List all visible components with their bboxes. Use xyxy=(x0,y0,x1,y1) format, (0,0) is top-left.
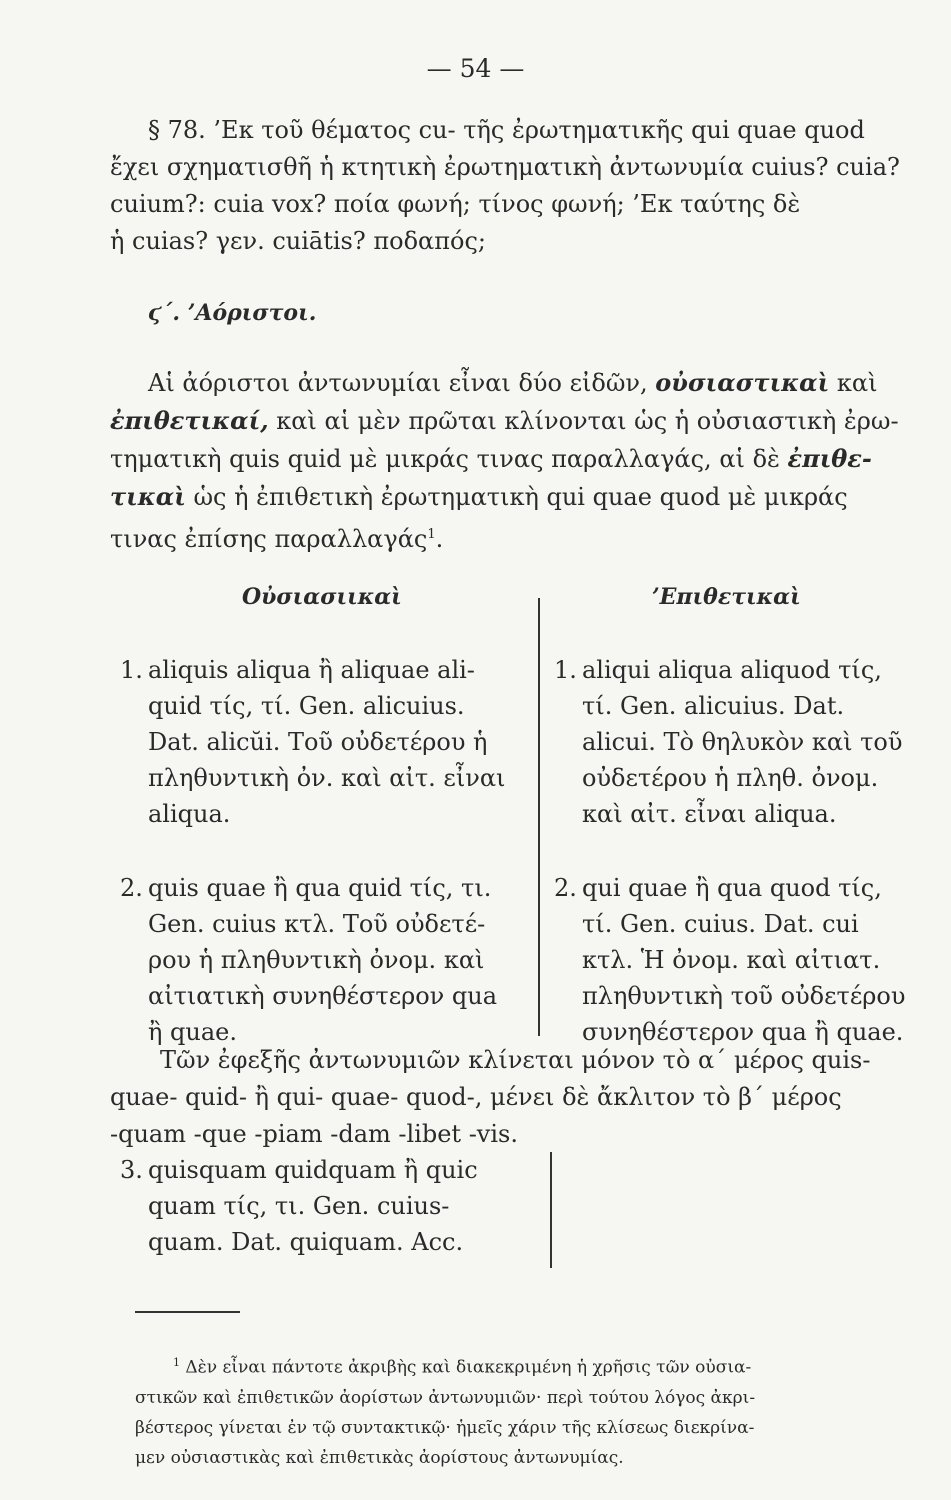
section-78-paragraph xyxy=(110,112,928,260)
list-item xyxy=(554,870,934,1050)
term-substantive: οὐσιαστικαὶ xyxy=(655,368,830,397)
page-number: — 54 — xyxy=(426,54,525,83)
footnote-text: Δὲν εἶναι πάντοτε ἀκριβὴς καὶ διακεκριμένη ἡ χρῆσις τῶν οὐσια- xyxy=(185,1357,752,1378)
item-line: ἢ quae. xyxy=(148,1018,237,1046)
item-3-block xyxy=(120,1152,540,1260)
item-line: quisquam quidquam ἢ quic xyxy=(148,1156,478,1184)
footnote-line: μεν οὐσιαστικὰς καὶ ἐπιθετικὰς ἀορίστους ἀντωνυμίας. xyxy=(135,1447,624,1468)
following-line: quae- quid- ἢ qui- quae- quod-, μένει δὲ ἄκλιτον τὸ β΄ μέρος xyxy=(110,1083,842,1111)
intro-paragraph xyxy=(110,364,928,558)
item-line: πληθυντικὴ τοῦ οὐδετέρου xyxy=(582,982,906,1010)
item-line: αἰτιατικὴ συνηθέστερον qua xyxy=(148,982,498,1010)
item-line: ρου ἡ πληθυντικὴ ὀνομ. καὶ xyxy=(148,946,485,974)
footnote-rule xyxy=(135,1311,240,1313)
item-line: κτλ. Ἡ ὀνομ. καὶ αἰτιατ. xyxy=(582,946,881,974)
footnote xyxy=(135,1348,935,1473)
item-line: aliqua. xyxy=(148,800,231,828)
item-line: συνηθέστερον qua ἢ quae. xyxy=(582,1018,904,1046)
term-adjectival: ἐπιθε- xyxy=(787,444,872,473)
footnote-line: βέστερος γίνεται ἐν τῷ συντακτικῷ· ἡμεῖς χάριν τῆς κλίσεως διεκρίνα- xyxy=(135,1417,755,1438)
item-line: quis quae ἢ qua quid τίς, τι. xyxy=(148,874,492,902)
item-number: 3. xyxy=(120,1156,143,1184)
list-item xyxy=(554,652,934,832)
footnote-ref: 1 xyxy=(427,527,436,542)
intro-text: καὶ αἱ μὲν πρῶται κλίνονται ὡς ἡ οὐσιαστικὴ ἐρω- xyxy=(268,407,899,435)
intro-text: ὡς ἡ ἐπιθετικὴ ἐρωτηματικὴ qui quae quod μὲ μικράς xyxy=(185,483,848,511)
item-3-divider xyxy=(550,1152,552,1268)
item-number: 1. xyxy=(120,656,143,684)
intro-line xyxy=(110,440,928,478)
item-line: καὶ αἰτ. εἶναι aliqua. xyxy=(582,800,837,828)
intro-line xyxy=(110,402,928,440)
item-line: τί. Gen. cuius. Dat. cui xyxy=(582,910,859,938)
item-line: τί. Gen. alicuius. Dat. xyxy=(582,692,845,720)
right-column-heading: ’Επιθετικαὶ xyxy=(652,584,801,610)
section-78-line: ἔχει σχηματισθῆ ἡ κτητικὴ ἐρωτηματικὴ ἀντωνυμία cuius? cuia? xyxy=(110,153,900,181)
intro-text: τινας ἐπίσης παραλλαγάς xyxy=(110,525,428,553)
item-line: quam. Dat. quiquam. Acc. xyxy=(148,1228,464,1256)
intro-text: Αἱ ἀόριστοι ἀντωνυμίαι εἶναι δύο εἰδῶν, xyxy=(148,369,656,397)
item-line: quid τίς, τί. Gen. alicuius. xyxy=(148,692,465,720)
item-line: Gen. cuius κτλ. Τοῦ οὐδετέ- xyxy=(148,910,486,938)
intro-line xyxy=(110,516,928,558)
footnote-line xyxy=(135,1348,935,1383)
item-line: aliqui aliqua aliquod τίς, xyxy=(582,656,882,684)
left-column xyxy=(120,652,530,1050)
list-item xyxy=(120,1152,540,1260)
column-divider xyxy=(538,598,540,1036)
following-line: Τῶν ἐφεξῆς ἀντωνυμιῶν κλίνεται μόνον τὸ α΄ μέρος quis- xyxy=(160,1046,871,1074)
item-number: 2. xyxy=(554,874,577,902)
intro-text: καὶ xyxy=(829,369,878,397)
section-78-line: cuium?: cuia vox? ποία φωνή; τίνος φωνή; ’Εκ ταύτης δὲ xyxy=(110,190,801,218)
intro-line xyxy=(110,478,928,516)
intro-text: τηματικὴ quis quid μὲ μικράς τινας παραλλαγάς, αἱ δὲ xyxy=(110,445,788,473)
following-paragraph xyxy=(110,1042,928,1153)
following-line: -quam -que -piam -dam -libet -vis. xyxy=(110,1120,518,1148)
item-number: 2. xyxy=(120,874,143,902)
item-line: πληθυντικὴ ὀν. καὶ αἰτ. εἶναι xyxy=(148,764,506,792)
intro-text: . xyxy=(435,525,444,553)
item-line: aliquis aliqua ἢ aliquae ali- xyxy=(148,656,475,684)
section-78-line: § 78. ’Εκ τοῦ θέματος cu- τῆς ἐρωτηματικῆς qui quae quod xyxy=(148,116,865,144)
left-column-heading: Οὐσιασιικαὶ xyxy=(242,584,402,610)
item-line: quam τίς, τι. Gen. cuius- xyxy=(148,1192,450,1220)
item-line: Dat. alicŭi. Τοῦ οὐδετέρου ἡ xyxy=(148,728,488,756)
item-number: 1. xyxy=(554,656,577,684)
item-line: qui quae ἢ qua quod τίς, xyxy=(582,874,882,902)
item-line: οὐδετέρου ἡ πληθ. ὀνομ. xyxy=(582,764,879,792)
term-adjectival: τικαὶ xyxy=(110,482,186,511)
list-item xyxy=(120,870,530,1050)
item-line: alicui. Τὸ θηλυκὸν καὶ τοῦ xyxy=(582,728,903,756)
section-78-line: ἡ cuias? γεν. cuiātis? ποδαπός; xyxy=(110,227,486,255)
footnote-line: στικῶν καὶ ἐπιθετικῶν ἀορίστων ἀντωνυμιῶν· περὶ τούτου λόγος ἀκρι- xyxy=(135,1387,756,1408)
list-item xyxy=(120,652,530,832)
section-heading: ϛ΄. ’Αόριστοι. xyxy=(148,300,317,326)
term-adjectival: ἐπιθετικαί, xyxy=(110,406,269,435)
intro-line xyxy=(110,364,928,402)
right-column xyxy=(554,652,934,1050)
footnote-marker: 1 xyxy=(173,1356,180,1369)
